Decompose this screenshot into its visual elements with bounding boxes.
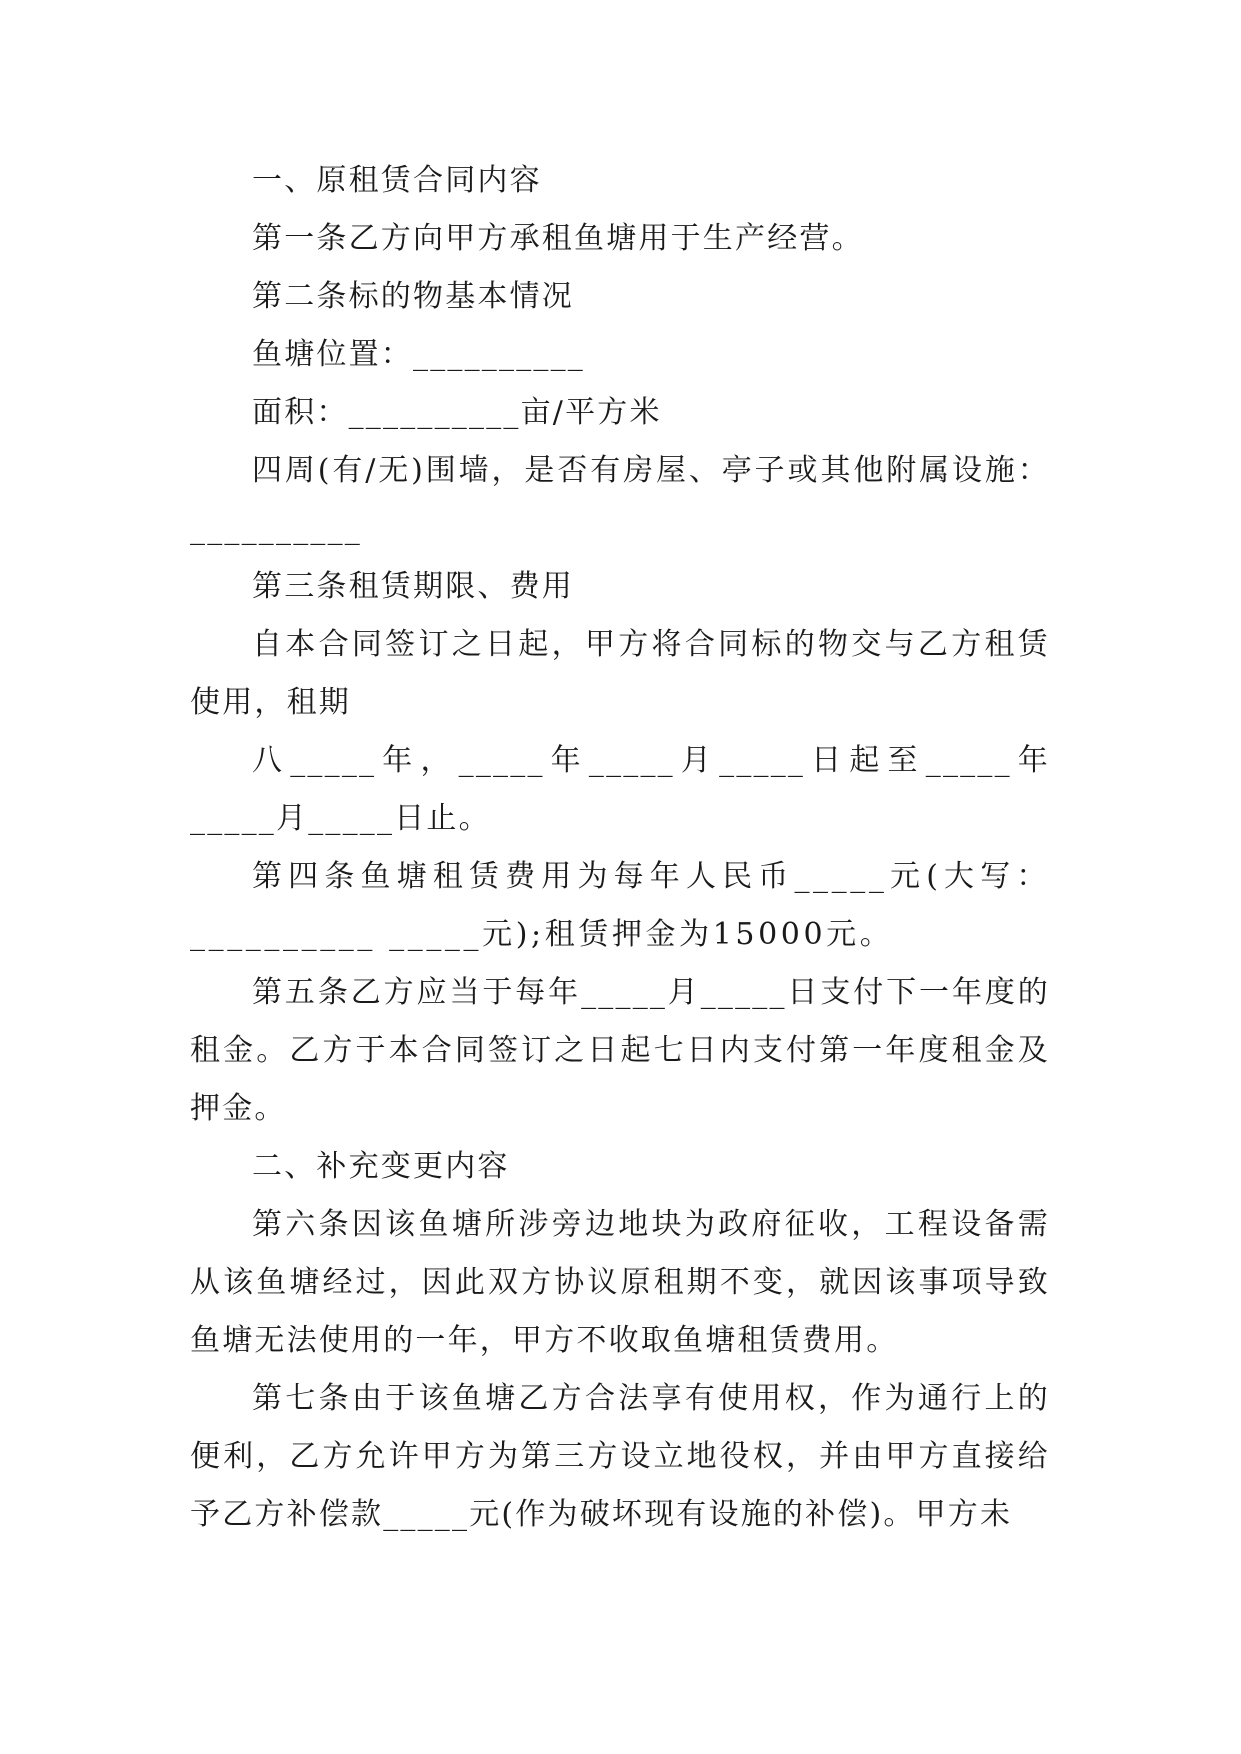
area-line: 面积：__________亩/平方米 bbox=[252, 395, 662, 430]
article-1: 第一条乙方向甲方承租鱼塘用于生产经营。 bbox=[252, 221, 864, 256]
pond-location-line: 鱼塘位置：__________ bbox=[252, 337, 585, 372]
article-3: 第三条租赁期限、费用 bbox=[252, 569, 574, 604]
article-6: 第六条因该鱼塘所涉旁边地块为政府征收，工程设备需从该鱼塘经过，因此双方协议原租期不变，就因该事项导致鱼塘无法使用的一年，甲方不收取鱼塘租赁费用。 bbox=[190, 1207, 1050, 1358]
section-heading-supplementary: 二、补充变更内容 bbox=[252, 1149, 510, 1184]
document-body bbox=[190, 152, 1050, 1544]
lease-term-paragraph: 自本合同签订之日起，甲方将合同标的物交与乙方租赁使用，租期 bbox=[190, 627, 1050, 720]
section-heading-original-contract: 一、原租赁合同内容 bbox=[252, 163, 542, 198]
lease-dates-paragraph: 八_____年，_____年_____月_____日起至_____年_____月_____日止。 bbox=[190, 743, 1050, 836]
article-4: 第四条鱼塘租赁费用为每年人民币_____元(大写：__________ _____元);租赁押金为15000元。 bbox=[190, 859, 1050, 952]
article-5: 第五条乙方应当于每年_____月_____日支付下一年度的租金。乙方于本合同签订之日起七日内支付第一年度租金及押金。 bbox=[190, 975, 1050, 1126]
article-7: 第七条由于该鱼塘乙方合法享有使用权，作为通行上的便利，乙方允许甲方为第三方设立地役权，并由甲方直接给予乙方补偿款_____元(作为破坏现有设施的补偿)。甲方未 bbox=[190, 1381, 1050, 1532]
facilities-line: 四周(有/无)围墙，是否有房屋、亭子或其他附属设施：__________ bbox=[190, 453, 1050, 546]
article-2: 第二条标的物基本情况 bbox=[252, 279, 574, 314]
